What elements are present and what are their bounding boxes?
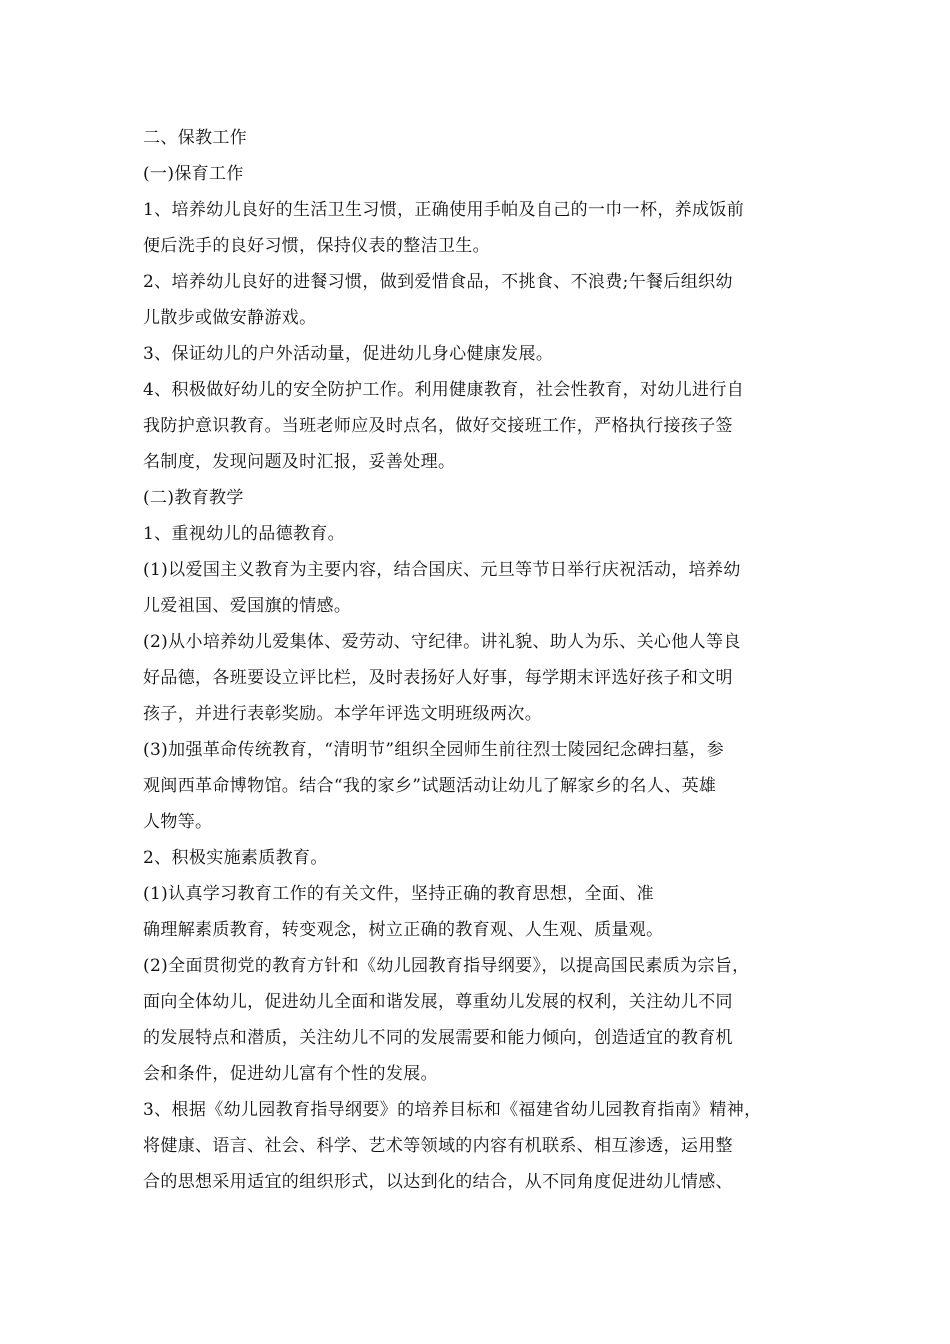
paragraph-line: (2)从小培养幼儿爱集体、爱劳动、守纪律。讲礼貌、助人为乐、关心他人等良 bbox=[143, 632, 741, 652]
paragraph-line: 将健康、语言、社会、科学、艺术等领域的内容有机联系、相互渗透，运用整 bbox=[143, 1136, 733, 1156]
paragraph-line: 好品德，各班要设立评比栏，及时表扬好人好事，每学期末评选好孩子和文明 bbox=[143, 668, 733, 688]
paragraph-line: (1)以爱国主义教育为主要内容，结合国庆、元旦等节日举行庆祝活动，培养幼 bbox=[143, 560, 741, 580]
paragraph-line: 2、积极实施素质教育。 bbox=[143, 848, 328, 868]
paragraph-line: 2、培养幼儿良好的进餐习惯，做到爱惜食品，不挑食、不浪费;午餐后组织幼 bbox=[143, 272, 733, 292]
document-body bbox=[143, 120, 823, 1200]
paragraph-line: 人物等。 bbox=[143, 812, 213, 832]
paragraph-line: 孩子，并进行表彰奖励。本学年评选文明班级两次。 bbox=[143, 704, 543, 724]
paragraph-line: 合的思想采用适宜的组织形式，以达到化的结合，从不同角度促进幼儿情感、 bbox=[143, 1172, 733, 1192]
paragraph-line: 儿散步或做安静游戏。 bbox=[143, 308, 317, 328]
paragraph-line: (1)认真学习教育工作的有关文件，坚持正确的教育思想，全面、准 bbox=[143, 884, 654, 904]
subsection-heading: (二)教育教学 bbox=[143, 488, 244, 508]
paragraph-line: 的发展特点和潜质，关注幼儿不同的发展需要和能力倾向，创造适宜的教育机 bbox=[143, 1028, 733, 1048]
paragraph-line: 我防护意识教育。当班老师应及时点名，做好交接班工作，严格执行接孩子签 bbox=[143, 416, 733, 436]
paragraph-line: 3、保证幼儿的户外活动量，促进幼儿身心健康发展。 bbox=[143, 344, 554, 364]
section-heading: 二、保教工作 bbox=[143, 128, 248, 148]
paragraph-line: 1、培养幼儿良好的生活卫生习惯，正确使用手帕及自己的一巾一杯，养成饭前 bbox=[143, 200, 745, 220]
paragraph-line: 儿爱祖国、爱国旗的情感。 bbox=[143, 596, 352, 616]
paragraph-line: 会和条件，促进幼儿富有个性的发展。 bbox=[143, 1064, 438, 1084]
paragraph-line: (2)全面贯彻党的教育方针和《幼儿园教育指导纲要》，以提高国民素质为宗旨， bbox=[143, 956, 750, 976]
paragraph-line: 4、积极做好幼儿的安全防护工作。利用健康教育，社会性教育，对幼儿进行自 bbox=[143, 380, 745, 400]
paragraph-line: 面向全体幼儿，促进幼儿全面和谐发展，尊重幼儿发展的权利，关注幼儿不同 bbox=[143, 992, 733, 1012]
paragraph-line: 3、根据《幼儿园教育指导纲要》的培养目标和《福建省幼儿园教育指南》精神， bbox=[143, 1100, 762, 1120]
paragraph-line: (3)加强革命传统教育，“清明节”组织全园师生前往烈士陵园纪念碑扫墓，参 bbox=[143, 740, 725, 760]
subsection-heading: (一)保育工作 bbox=[143, 164, 244, 184]
paragraph-line: 名制度，发现问题及时汇报，妥善处理。 bbox=[143, 452, 456, 472]
paragraph-line: 确理解素质教育，转变观念，树立正确的教育观、人生观、质量观。 bbox=[143, 920, 664, 940]
paragraph-line: 观闽西革命博物馆。结合“我的家乡”试题活动让幼儿了解家乡的名人、英雄 bbox=[143, 776, 717, 796]
paragraph-line: 1、重视幼儿的品德教育。 bbox=[143, 524, 346, 544]
paragraph-line: 便后洗手的良好习惯，保持仪表的整洁卫生。 bbox=[143, 236, 490, 256]
